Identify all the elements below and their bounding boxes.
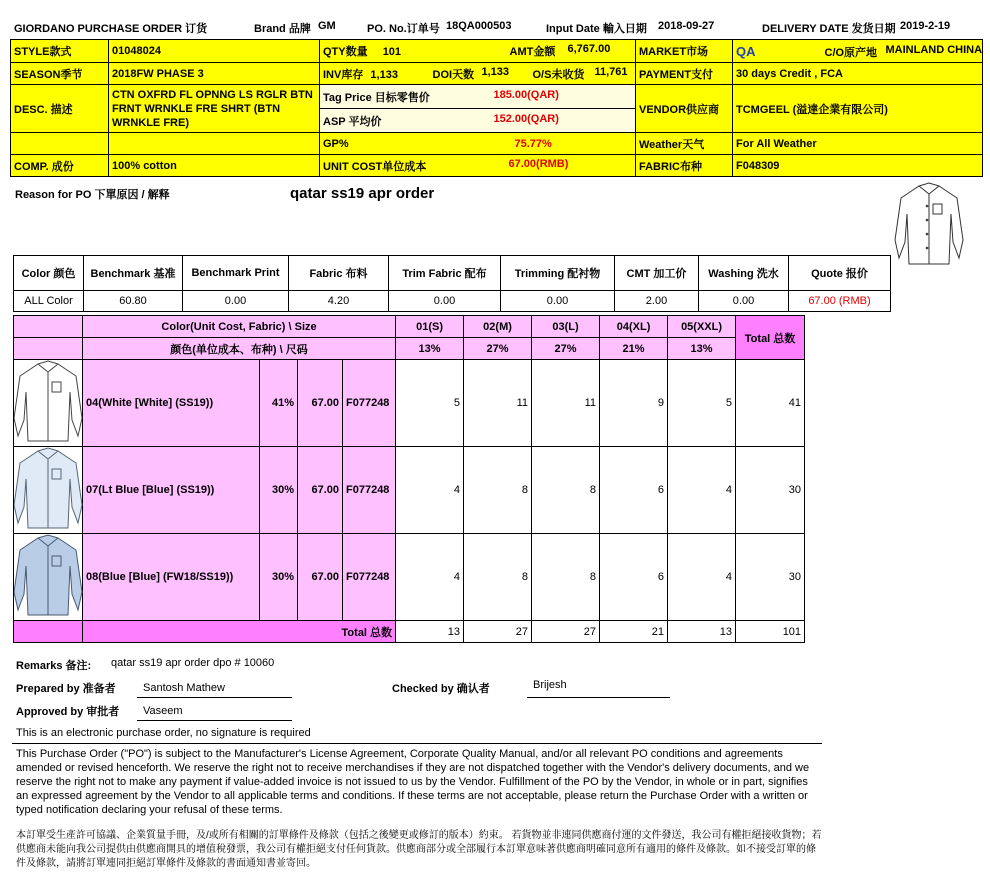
checked-by-label: Checked by 确认者 bbox=[392, 683, 490, 695]
style-sketch-image bbox=[893, 180, 965, 266]
quote-value: 67.00 (RMB) bbox=[789, 291, 891, 312]
color-size-header-en: Color(Unit Cost, Fabric) \ Size bbox=[83, 316, 396, 338]
origin-label: C/O原产地 bbox=[824, 46, 878, 59]
asp-label: ASP 平均价 bbox=[323, 115, 382, 128]
size-total: 13 bbox=[668, 621, 736, 643]
color-fabric: F077248 bbox=[343, 447, 396, 534]
qty-cell: 9 bbox=[600, 360, 668, 447]
qty-value: 101 bbox=[382, 46, 402, 58]
input-date: 2018-09-27 bbox=[658, 20, 715, 32]
prepared-by-label: Prepared by 准备者 bbox=[16, 683, 116, 695]
market-value: QA bbox=[736, 43, 756, 59]
unit-cost-label: UNIT COST单位成本 bbox=[323, 160, 427, 173]
unit-cost-cell bbox=[320, 155, 636, 177]
po-number: 18QA000503 bbox=[446, 20, 512, 32]
asp-cell bbox=[320, 109, 636, 133]
tag-price-value: 185.00(QAR) bbox=[493, 88, 559, 101]
tag-price-label: Tag Price 目标零售价 bbox=[323, 91, 430, 104]
origin-value: MAINLAND CHINA bbox=[885, 43, 983, 56]
size-header: 01(S) bbox=[396, 316, 464, 338]
prepared-by-underline bbox=[137, 697, 292, 698]
weather-value: For All Weather bbox=[733, 133, 983, 155]
shirt-thumbnail bbox=[14, 534, 83, 621]
color-pct: 30% bbox=[260, 447, 298, 534]
gp-label: GP% bbox=[323, 137, 349, 150]
footer-blank bbox=[14, 621, 83, 643]
cost-header: CMT 加工价 bbox=[615, 256, 699, 291]
asp-value: 152.00(QAR) bbox=[493, 112, 559, 125]
qty-cell: 8 bbox=[464, 447, 532, 534]
cost-value: 60.80 bbox=[84, 291, 183, 312]
color-name: 07(Lt Blue [Blue] (SS19)) bbox=[83, 447, 260, 534]
qty-cell: 4 bbox=[668, 534, 736, 621]
desc-label: DESC. 描述 bbox=[11, 85, 109, 133]
style-label: STYLE款式 bbox=[11, 40, 109, 63]
color-fabric: F077248 bbox=[343, 534, 396, 621]
size-header: 04(XL) bbox=[600, 316, 668, 338]
size-total: 13 bbox=[396, 621, 464, 643]
cost-header: Color 颜色 bbox=[14, 256, 84, 291]
blue-shirt-image bbox=[14, 534, 83, 617]
size-header: 03(L) bbox=[532, 316, 600, 338]
color-cost: 67.00 bbox=[298, 360, 343, 447]
amt-label: AMT金额 bbox=[509, 46, 556, 58]
cost-header: Trimming 配衬物 bbox=[501, 256, 615, 291]
tag-price-cell bbox=[320, 85, 636, 109]
desc-value: CTN OXFRD FL OPNNG LS RGLR BTN FRNT WRNKLE FRE SHRT (BTN WRNKLE FRE) bbox=[109, 85, 320, 133]
cost-header: Benchmark 基准 bbox=[84, 256, 183, 291]
color-pct: 41% bbox=[260, 360, 298, 447]
cost-value: 0.00 bbox=[183, 291, 289, 312]
white-shirt-image bbox=[14, 360, 83, 443]
cost-breakdown-table bbox=[13, 255, 891, 312]
size-ratio: 27% bbox=[464, 338, 532, 360]
cost-value: 0.00 bbox=[501, 291, 615, 312]
qty-amt-cell bbox=[320, 40, 636, 63]
market-label: MARKET市场 bbox=[636, 40, 733, 63]
checked-by-underline bbox=[527, 697, 670, 698]
size-total: 27 bbox=[532, 621, 600, 643]
color-fabric: F077248 bbox=[343, 360, 396, 447]
size-ratio: 13% bbox=[668, 338, 736, 360]
approved-by-value: Vaseem bbox=[143, 705, 183, 717]
input-date-label: Input Date 輸入日期 bbox=[546, 23, 647, 35]
cost-value: 2.00 bbox=[615, 291, 699, 312]
reason-label: Reason for PO 下單原因 / 解释 bbox=[15, 189, 170, 201]
qty-cell: 4 bbox=[668, 447, 736, 534]
qty-cell: 11 bbox=[532, 360, 600, 447]
size-total: 21 bbox=[600, 621, 668, 643]
market-origin-cell bbox=[733, 40, 983, 63]
style-value: 01048024 bbox=[109, 40, 320, 63]
fabric-label: FABRIC布种 bbox=[636, 155, 733, 177]
qty-cell: 4 bbox=[396, 447, 464, 534]
remarks-label: Remarks 备注: bbox=[16, 660, 92, 672]
remarks-value: qatar ss19 apr order dpo # 10060 bbox=[111, 657, 275, 669]
inv-label: INV库存 bbox=[323, 68, 364, 81]
payment-label: PAYMENT支付 bbox=[636, 63, 733, 85]
qty-cell: 11 bbox=[464, 360, 532, 447]
electronic-note: This is an electronic purchase order, no signature is required bbox=[16, 727, 311, 739]
cost-header: Benchmark Print bbox=[183, 256, 289, 291]
approved-by-underline bbox=[137, 720, 292, 721]
cost-header: Quote 报价 bbox=[789, 256, 891, 291]
cost-value: ALL Color bbox=[14, 291, 84, 312]
prepared-by-value: Santosh Mathew bbox=[143, 682, 225, 694]
shirt-thumbnail bbox=[14, 360, 83, 447]
total-header: Total 总数 bbox=[736, 316, 805, 360]
color-name: 04(White [White] (SS19)) bbox=[83, 360, 260, 447]
terms-english: This Purchase Order ("PO") is subject to the Manufacturer's License Agreement, Corporate Quality Manual, and/or all relevant PO conditions and agreements amended or revised henceforth. We reserve the right not to receive merchandises if they are not dispatched together with the Vendor's delivery documents, and we reserve the right not to make any payment if value-added invoice is not issued to us by the Vendor. Fulfillment of the PO by the Vendor, in whole or in part, signifies an expressed agreement by the Vendor to all applicable terms and conditions. If these terms are not acceptable, please return the Purchase Order with a written or typed notification declaring your refusal of these terms. bbox=[16, 748, 810, 816]
size-ratio: 13% bbox=[396, 338, 464, 360]
comp-label: COMP. 成份 bbox=[11, 155, 109, 177]
vendor-label: VENDOR供应商 bbox=[636, 85, 733, 133]
amt-value: 6,767.00 bbox=[567, 43, 611, 55]
header-blank bbox=[14, 316, 83, 338]
qty-cell: 5 bbox=[668, 360, 736, 447]
weather-label: Weather天气 bbox=[636, 133, 733, 155]
approved-by-label: Approved by 审批者 bbox=[16, 706, 120, 718]
table-row bbox=[14, 360, 805, 447]
po-title: GIORDANO PURCHASE ORDER 订货 bbox=[14, 23, 208, 35]
table-row bbox=[14, 534, 805, 621]
blank-label bbox=[11, 133, 109, 155]
row-total: 30 bbox=[736, 534, 805, 621]
qty-cell: 4 bbox=[396, 534, 464, 621]
size-ratio: 21% bbox=[600, 338, 668, 360]
terms-divider bbox=[12, 743, 822, 744]
inv-value: 1,133 bbox=[370, 68, 398, 81]
po-number-label: PO. No.订单号 bbox=[367, 23, 440, 35]
qty-cell: 8 bbox=[464, 534, 532, 621]
cost-value: 0.00 bbox=[699, 291, 789, 312]
color-cost: 67.00 bbox=[298, 534, 343, 621]
gp-cell bbox=[320, 133, 636, 155]
table-row bbox=[14, 447, 805, 534]
row-total: 30 bbox=[736, 447, 805, 534]
delivery-date: 2019-2-19 bbox=[900, 20, 951, 32]
footer-total-label: Total 总数 bbox=[83, 621, 396, 643]
size-header: 02(M) bbox=[464, 316, 532, 338]
size-breakdown-table bbox=[13, 315, 805, 643]
color-name: 08(Blue [Blue] (FW18/SS19)) bbox=[83, 534, 260, 621]
cost-header: Trim Fabric 配布 bbox=[389, 256, 501, 291]
order-info-grid bbox=[10, 39, 983, 177]
os-label: O/S未收货 bbox=[532, 68, 585, 81]
total-row bbox=[14, 621, 805, 643]
comp-value: 100% cotton bbox=[109, 155, 320, 177]
cost-value: 4.20 bbox=[289, 291, 389, 312]
header-blank bbox=[14, 338, 83, 360]
light-blue-shirt-image bbox=[14, 447, 83, 530]
terms-chinese: 本訂單受生產許可協議、企業質量手冊，及/或所有相關的訂單條件及條款（包括之後變更或修訂的版本）約束。 若貨物並非連同供應商付運的文件發送，我公司有權拒絕接收貨物；若供應商未能向我公司提供由供應商開具的增值稅發票，我公司有權拒絕支付任何貨款。供應商部分或全部履行本訂單意味著供應商明確同意所有適用的條件及條款。如不接受訂單的條件及條款，請將訂單連同拒絕訂單條件及條款的書面通知書並寄回。 bbox=[16, 830, 822, 869]
size-header: 05(XXL) bbox=[668, 316, 736, 338]
unit-cost-value: 67.00(RMB) bbox=[508, 157, 569, 170]
qty-cell: 8 bbox=[532, 447, 600, 534]
season-label: SEASON季节 bbox=[11, 63, 109, 85]
qty-cell: 8 bbox=[532, 534, 600, 621]
inventory-cell bbox=[320, 63, 636, 85]
brand-label: Brand 品牌 bbox=[254, 23, 311, 35]
blank-value bbox=[109, 133, 320, 155]
delivery-date-label: DELIVERY DATE 发货日期 bbox=[762, 23, 896, 35]
color-cost: 67.00 bbox=[298, 447, 343, 534]
os-value: 11,761 bbox=[594, 65, 628, 78]
gp-value: 75.77% bbox=[514, 137, 552, 150]
season-value: 2018FW PHASE 3 bbox=[109, 63, 320, 85]
cost-header: Washing 洗水 bbox=[699, 256, 789, 291]
qty-cell: 6 bbox=[600, 534, 668, 621]
color-pct: 30% bbox=[260, 534, 298, 621]
reason-value: qatar ss19 apr order bbox=[290, 185, 435, 202]
checked-by-value: Brijesh bbox=[533, 679, 567, 691]
vendor-value: TCMGEEL (溢達企業有限公司) bbox=[733, 85, 983, 133]
qty-cell: 5 bbox=[396, 360, 464, 447]
shirt-thumbnail bbox=[14, 447, 83, 534]
size-ratio: 27% bbox=[532, 338, 600, 360]
qty-cell: 6 bbox=[600, 447, 668, 534]
cost-value: 0.00 bbox=[389, 291, 501, 312]
brand-value: GM bbox=[318, 20, 336, 32]
color-size-header-cn: 颜色(单位成本、布种) \ 尺码 bbox=[83, 338, 396, 360]
grand-total: 101 bbox=[736, 621, 805, 643]
size-total: 27 bbox=[464, 621, 532, 643]
row-total: 41 bbox=[736, 360, 805, 447]
qty-label: QTY数量 bbox=[323, 46, 368, 58]
payment-value: 30 days Credit , FCA bbox=[733, 63, 983, 85]
doi-value: 1,133 bbox=[481, 65, 510, 78]
fabric-value: F048309 bbox=[733, 155, 983, 177]
cost-header: Fabric 布料 bbox=[289, 256, 389, 291]
doi-label: DOI天数 bbox=[432, 68, 475, 81]
